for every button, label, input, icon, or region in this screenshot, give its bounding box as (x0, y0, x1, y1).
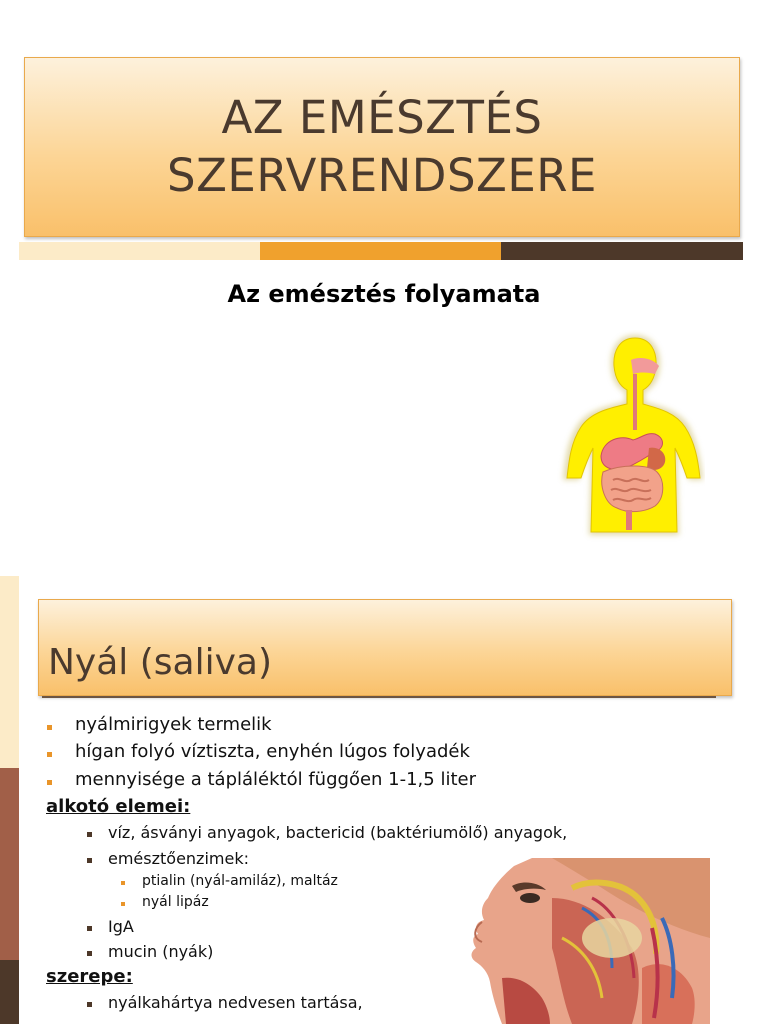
stripe-light (19, 242, 260, 260)
components-header: alkotó elemei: (46, 796, 191, 817)
bullet-marker (121, 902, 125, 906)
slide1-subtitle: Az emésztés folyamata (227, 280, 541, 308)
list-item: mennyisége a tápláléktól függően 1-1,5 liter (75, 769, 476, 790)
bullet-marker (47, 780, 52, 785)
stripe-orange (260, 242, 501, 260)
slide1-title-box (24, 57, 740, 237)
bullet-marker (121, 881, 125, 885)
bullet-marker (87, 832, 92, 837)
title-underline (42, 696, 716, 698)
slide2-title-box (38, 599, 732, 696)
list-item: IgA (108, 917, 134, 936)
list-item: ptialin (nyál-amiláz), maltáz (142, 873, 338, 889)
slide2-title: Nyál (saliva) (48, 642, 273, 683)
list-item: hígan folyó víztiszta, enyhén lúgos folyadék (75, 741, 470, 762)
sidebar-accent-dark (0, 960, 19, 1024)
list-item: nyálmirigyek termelik (75, 714, 272, 735)
bullet-marker (47, 752, 52, 757)
title-line-2: SZERVRENDSZERE (167, 149, 597, 202)
list-item: víz, ásványi anyagok, bactericid (baktériumölő) anyagok, (108, 823, 568, 842)
bullet-marker (87, 1002, 92, 1007)
bullet-marker (87, 858, 92, 863)
sidebar-accent-light (0, 576, 19, 768)
list-item: nyálkahártya nedvesen tartása, (108, 993, 363, 1012)
slide1-title (167, 89, 597, 205)
stripe-dark (501, 242, 743, 260)
head-anatomy-illustration (462, 858, 710, 1024)
sidebar-accent-mid (0, 768, 19, 960)
list-item: nyál lipáz (142, 894, 209, 910)
bullet-marker (87, 926, 92, 931)
bullet-marker (87, 951, 92, 956)
bullet-marker (47, 725, 52, 730)
digestive-system-illustration (555, 330, 705, 545)
title-line-1: AZ EMÉSZTÉS (221, 91, 543, 144)
list-item: mucin (nyák) (108, 942, 214, 961)
role-header: szerepe: (46, 966, 133, 987)
list-item: emésztőenzimek: (108, 849, 249, 868)
